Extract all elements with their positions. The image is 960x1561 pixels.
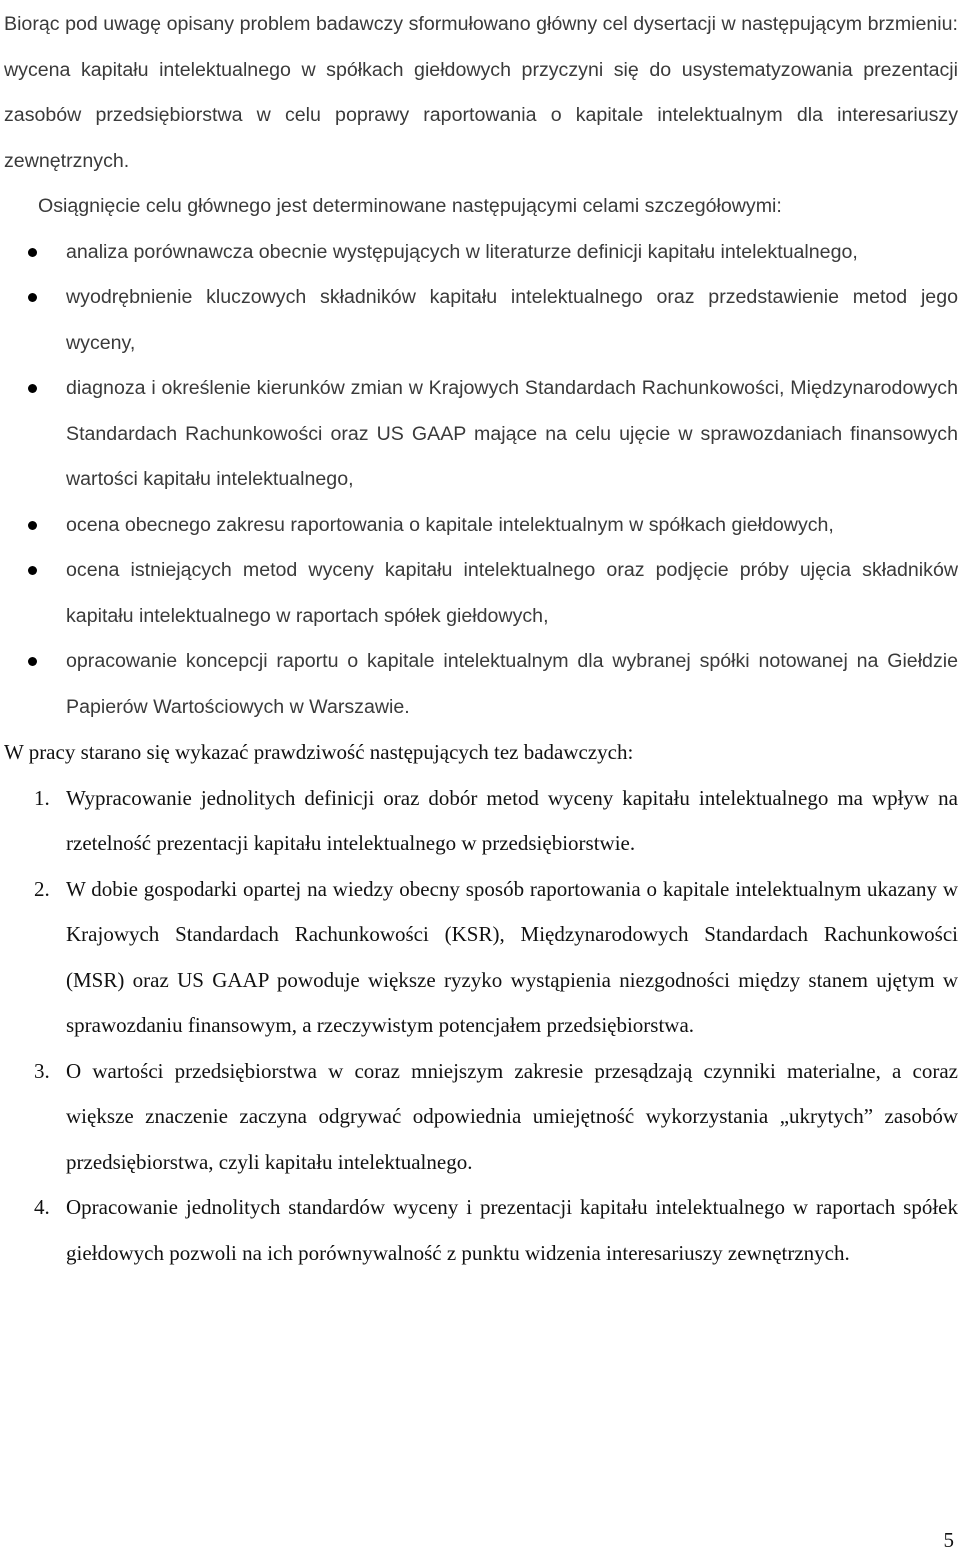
bullet-icon (28, 566, 37, 575)
hypothesis-number: 2. (34, 876, 50, 901)
list-item (4, 1049, 958, 1186)
goal-text: ocena istniejących metod wyceny kapitału intelektualnego oraz podjęcie próby ujęcia składników kapitału intelektualnego w raportach spółek giełdowych, (66, 559, 958, 627)
list-item (4, 366, 958, 503)
bullet-icon (28, 521, 37, 530)
hypothesis-number: 3. (34, 1058, 50, 1083)
goals-list (4, 230, 958, 731)
hypotheses-list (4, 776, 958, 1277)
list-item (4, 275, 958, 366)
list-item (4, 230, 958, 276)
goal-text: opracowanie koncepcji raportu o kapitale intelektualnym dla wybranej spółki notowanej na Giełdzie Papierów Wartościowych w Warszawie. (66, 650, 958, 718)
list-item (4, 503, 958, 549)
goal-text: diagnoza i określenie kierunków zmian w Krajowych Standardach Rachunkowości, Międzynarodowych Standardach Rachunkowości oraz US GAAP mające na celu ujęcie w sprawozdaniach finansowych wartości kapitału intelektualnego, (66, 377, 958, 490)
goal-text: analiza porównawcza obecnie występujących w literaturze definicji kapitału intelektualnego, (66, 240, 858, 263)
intro-paragraph: Biorąc pod uwagę opisany problem badawczy sformułowano główny cel dysertacji w następującym brzmieniu: wycena kapitału intelektualnego w spółkach giełdowych przyczyni się do usystematyzowania prezentacji zasobów przedsiębiorstwa w celu poprawy raportowania o kapitale intelektualnym dla interesariuszy zewnętrznych. (4, 13, 958, 172)
hypothesis-text: Wypracowanie jednolitych definicji oraz dobór metod wyceny kapitału intelektualnego ma wpływ na rzetelność prezentacji kapitału intelektualnego w przedsiębiorstwie. (66, 785, 958, 855)
list-item (4, 1185, 958, 1276)
hypotheses-lead: W pracy starano się wykazać prawdziwość następujących tez badawczych: (4, 740, 634, 764)
goals-lead: Osiągnięcie celu głównego jest determinowane następującymi celami szczegółowymi: (38, 195, 782, 217)
list-item (4, 776, 958, 867)
bullet-icon (28, 657, 37, 666)
list-item (4, 639, 958, 730)
goal-text: wyodrębnienie kluczowych składników kapitału intelektualnego oraz przedstawienie metod jego wyceny, (66, 286, 958, 354)
list-item (4, 867, 958, 1049)
hypothesis-number: 4. (34, 1195, 50, 1219)
hypothesis-text: Opracowanie jednolitych standardów wyceny i prezentacji kapitału intelektualnego w raportach spółek giełdowych pozwoli na ich porównywalność z punktu widzenia interesariuszy zewnętrznych. (66, 1195, 958, 1265)
bullet-icon (28, 248, 37, 257)
hypothesis-text: W dobie gospodarki opartej na wiedzy obecny sposób raportowania o kapitale intelektualnym ukazany w Krajowych Standardach Rachunkowości (KSR), Międzynarodowych Standardach Rachunkowości (MSR) oraz US GAAP powoduje większe ryzyko wystąpienia niezgodności między stanem ujętym w sprawozdaniu finansowym, a rzeczywistym potencjałem przedsiębiorstwa. (66, 876, 958, 1037)
list-item (4, 548, 958, 639)
hypothesis-text: O wartości przedsiębiorstwa w coraz mniejszym zakresie przesądzają czynniki materialne, a coraz większe znaczenie zaczyna odgrywać odpowiednia umiejętność wykorzystania „ukrytych” zasobów przedsiębiorstwa, czyli kapitału intelektualnego. (66, 1058, 958, 1174)
hypothesis-number: 1. (34, 785, 50, 810)
page-number: 5 (943, 1528, 954, 1552)
bullet-icon (28, 293, 37, 302)
document-page (4, 0, 958, 1276)
bullet-icon (28, 384, 37, 393)
goal-text: ocena obecnego zakresu raportowania o kapitale intelektualnym w spółkach giełdowych, (66, 513, 834, 536)
